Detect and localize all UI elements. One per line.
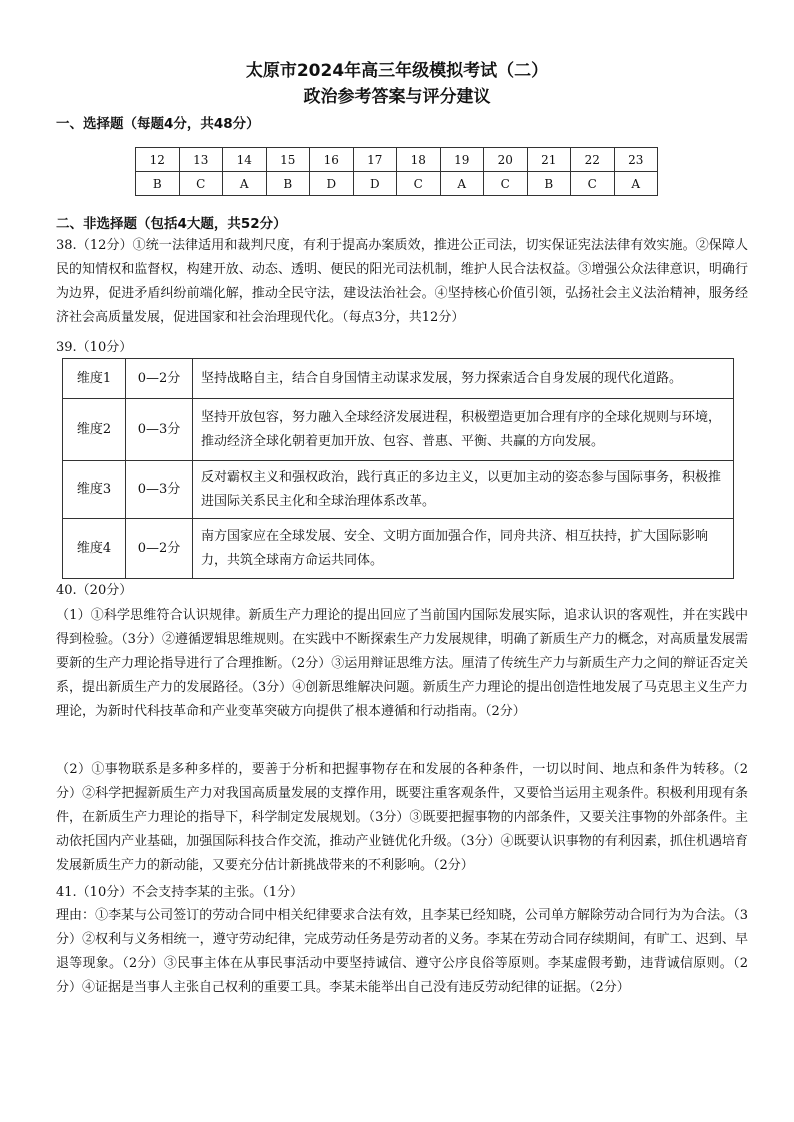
question-number: 20: [484, 148, 528, 172]
section2-heading: 二、非选择题（包括4大题，共52分）: [56, 216, 287, 232]
question-number-row: [136, 148, 658, 172]
answer-cell: B: [136, 172, 180, 196]
answer-cell: D: [353, 172, 397, 196]
question-number: 12: [136, 148, 180, 172]
q40-heading: 40.（20分）: [56, 583, 133, 598]
answer-cell: B: [266, 172, 310, 196]
dimension-text: 反对霸权主义和强权政治，践行真正的多边主义，以更加主动的姿态参与国际事务，积极推进国际关系民主化和全球治理体系改革。: [193, 461, 734, 519]
q39-row: [63, 399, 734, 461]
question-number: 19: [440, 148, 484, 172]
exam-subtitle: 政治参考答案与评分建议: [303, 87, 491, 107]
q40-part1-answer: （1）①科学思维符合认识规律。新质生产力理论的提出回应了当前国内国际发展实际，追求认识的客观性，并在实践中得到检验。（3分）②遵循逻辑思维规则。在实践中不断探索生产力发展规律，明确了新质生产力的概念，对高质量发展需要新的生产力理论指导进行了合理推断。（2分）③运用辩证思维方法。厘清了传统生产力与新质生产力之间的辩证否定关系，提出新质生产力的发展路径。（3分）④创新思维解决问题。新质生产力理论的提出创造性地发展了马克思主义生产力理论，为新时代科技革命和产业变革突破方向提供了根本遵循和行动指南。（2分）: [56, 608, 748, 719]
exam-title: 太原市2024年高三年级模拟考试（二）: [245, 61, 549, 81]
answer-cell: A: [440, 172, 484, 196]
question-number: 17: [353, 148, 397, 172]
question-number: 16: [310, 148, 354, 172]
question-number: 15: [266, 148, 310, 172]
question-number: 22: [571, 148, 615, 172]
answer-cell: D: [310, 172, 354, 196]
q41-heading: 41.（10分）不会支持李某的主张。（1分）: [56, 885, 303, 900]
question-number: 13: [179, 148, 223, 172]
q40-part2-answer: （2）①事物联系是多种多样的，要善于分析和把握事物存在和发展的各种条件，一切以时间、地点和条件为转移。（2分）②科学把握新质生产力对我国高质量发展的支撑作用，既要注重客观条件，又要恰当运用主观条件。积极利用现有条件，在新质生产力理论的指导下，科学制定发展规划。（3分）③既要把握事物的内部条件，又要关注事物的外部条件。主动依托国内产业基础，加强国际科技合作交流，推动产业链优化升级。（3分）④既要认识事物的有利因素，抓住机遇培育发展新质生产力的新动能，又要充分估计新挑战带来的不利影响。（2分）: [56, 762, 748, 873]
dimension-text: 南方国家应在全球发展、安全、文明方面加强合作，同舟共济、相互扶持，扩大国际影响力，共筑全球南方命运共同体。: [193, 519, 734, 579]
question-number: 23: [614, 148, 658, 172]
answer-cell: B: [527, 172, 571, 196]
multiple-choice-answer-table: [135, 147, 658, 196]
dimension-score: 0—2分: [126, 359, 193, 399]
dimension-text: 坚持开放包容，努力融入全球经济发展进程，积极塑造更加合理有序的全球化规则与环境，推动经济全球化朝着更加开放、包容、普惠、平衡、共赢的方向发展。: [193, 399, 734, 461]
q39-heading: 39.（10分）: [56, 340, 133, 355]
q39-scoring-table: [62, 358, 734, 579]
answer-cell: A: [614, 172, 658, 196]
dimension-score: 0—2分: [126, 519, 193, 579]
question-number: 18: [397, 148, 441, 172]
title-block: [0, 58, 794, 110]
dimension-label: 维度2: [63, 399, 126, 461]
dimension-score: 0—3分: [126, 461, 193, 519]
answer-cell: C: [571, 172, 615, 196]
q39-row: [63, 461, 734, 519]
answer-cell: C: [179, 172, 223, 196]
q39-row: [63, 519, 734, 579]
q39-row: [63, 359, 734, 399]
dimension-label: 维度4: [63, 519, 126, 579]
dimension-label: 维度1: [63, 359, 126, 399]
dimension-score: 0—3分: [126, 399, 193, 461]
q38-answer: 38.（12分）①统一法律适用和裁判尺度，有利于提高办案质效，推进公正司法，切实保证宪法法律有效实施。②保障人民的知情权和监督权，构建开放、动态、透明、便民的阳光司法机制，维护人民合法权益。③增强公众法律意识，明确行为边界，促进矛盾纠纷前端化解，推动全民守法，建设法治社会。④坚持核心价值引领，弘扬社会主义法治精神，服务经济社会高质量发展，促进国家和社会治理现代化。（每点3分，共12分）: [56, 238, 748, 325]
question-number: 21: [527, 148, 571, 172]
answer-row: [136, 172, 658, 196]
q41-reason: 理由：①李某与公司签订的劳动合同中相关纪律要求合法有效，且李某已经知晓，公司单方解除劳动合同行为为合法。（3分）②权利与义务相统一，遵守劳动纪律，完成劳动任务是劳动者的义务。李某在劳动合同存续期间，有旷工、迟到、早退等现象。（2分）③民事主体在从事民事活动中要坚持诚信、遵守公序良俗等原则。李某虚假考勤，违背诚信原则。（2分）④证据是当事人主张自己权利的重要工具。李某未能举出自己没有违反劳动纪律的证据。（2分）: [56, 908, 748, 995]
answer-cell: C: [397, 172, 441, 196]
section1-heading: 一、选择题（每题4分，共48分）: [56, 116, 260, 132]
answer-cell: A: [223, 172, 267, 196]
answer-cell: C: [484, 172, 528, 196]
dimension-label: 维度3: [63, 461, 126, 519]
question-number: 14: [223, 148, 267, 172]
dimension-text: 坚持战略自主，结合自身国情主动谋求发展，努力探索适合自身发展的现代化道路。: [193, 359, 734, 399]
